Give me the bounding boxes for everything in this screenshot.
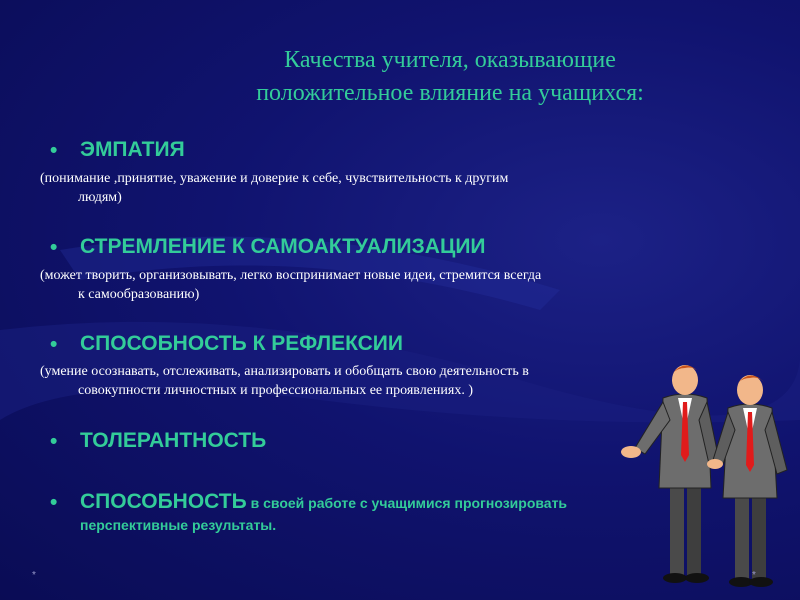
bullet-dot: • [50, 236, 58, 259]
bullet-note-self-actualization: (может творить, организовывать, легко воспринимает новые идеи, стремится всегда к самообразованию) [40, 268, 542, 302]
bullet-dot: • [50, 491, 58, 514]
bullet-inline-text: в своей работе с учащимися прогнозировать [246, 495, 568, 511]
bullet-dot: • [50, 333, 58, 356]
two-businessmen-illustration [615, 360, 800, 595]
title-line-1: Качества учителя, оказывающие [284, 47, 616, 73]
bullet-continuation: перспективные результаты. [80, 517, 277, 533]
title-line-2: положительное влияние на учащихся: [256, 80, 644, 106]
bullet-note-empathy: (понимание ,принятие, уважение и доверие к себе, чувствительность к другим людям) [40, 171, 509, 205]
bullet-heading: СПОСОБНОСТЬ [80, 490, 247, 513]
slide-footer-marker: * [32, 570, 36, 581]
bullet-heading: ТОЛЕРАНТНОСТЬ [80, 429, 267, 452]
bullet-dot: • [50, 430, 58, 453]
businessman-right [707, 375, 787, 587]
slide-footer-marker-right: * [752, 570, 756, 581]
slide-title [150, 44, 750, 110]
bullet-heading: ЭМПАТИЯ [80, 138, 185, 161]
bullet-dot: • [50, 139, 58, 162]
bullet-heading: СТРЕМЛЕНИЕ К САМОАКТУАЛИЗАЦИИ [80, 235, 486, 258]
bullet-heading: СПОСОБНОСТЬ К РЕФЛЕКСИИ [80, 332, 403, 355]
bullet-note-reflection: (умение осознавать, отслеживать, анализировать и обобщать свою деятельность в совокупности личностных и профессиональных ее проявлениях. ) [40, 364, 529, 398]
businessman-left [621, 365, 719, 583]
